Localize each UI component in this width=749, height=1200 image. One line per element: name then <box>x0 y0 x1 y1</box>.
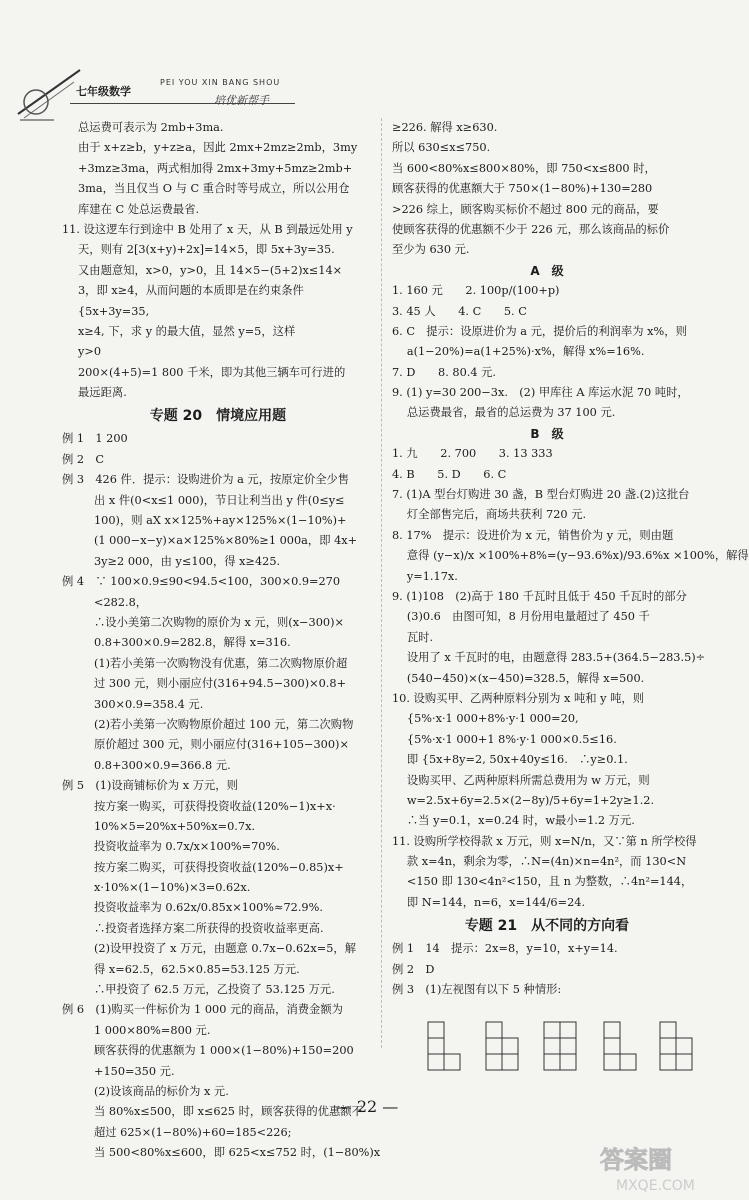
text-line: y>0 <box>78 345 102 359</box>
text-line: (2)设该商品的标价为 x 元. <box>94 1084 229 1098</box>
text-line: >226 综上，顾客购买标价不超过 800 元的商品，要 <box>392 202 659 216</box>
text-line: 11. 设购所学校得款 x 万元，则 x=N/n，又∵第 n 所学校得 <box>392 834 697 848</box>
text-line: 超过 625×(1−80%)+60=185<226; <box>94 1125 292 1139</box>
text-line: 例 3 (1)左视图有以下 5 种情形: <box>392 983 562 997</box>
text-line: 6. C 提示：设原进价为 a 元，提价后的利润率为 x%，则 <box>392 324 687 338</box>
text-line: ∴当 y=0.1，x=0.24 时，w最小=1.2 万元. <box>392 814 635 828</box>
text-line: 当 80%x≤500，即 x≤625 时，顾客获得的优惠额不 <box>94 1105 363 1119</box>
ruler-logo-icon <box>14 62 84 122</box>
text-line: 3ma，当且仅当 O 与 C 重合时等号成立，所以公用仓 <box>78 182 350 196</box>
text-line: 例 6 (1)购买一件标价为 1 000 元的商品，消费金额为 <box>62 1003 343 1017</box>
text-line: 即 {5x+8y=2, 50x+40y≤16. ∴y≥0.1. <box>392 753 628 767</box>
text-line: 300×0.9=358.4 元. <box>94 697 204 711</box>
text-line: w=2.5x+6y=2.5×(2−8y)/5+6y=1+2y≥1.2. <box>392 793 655 807</box>
book-brand: 培优新帮手 <box>214 94 269 107</box>
text-line: 3. 45 人 4. C 5. C <box>392 304 527 318</box>
text-line: x·10%×(1−10%)×3=0.62x. <box>94 881 251 895</box>
text-line: 顾客获得的优惠额为 1 000×(1−80%)+150=200 <box>94 1044 354 1058</box>
text-line: 10. 设购买甲、乙两种原料分别为 x 吨和 y 吨，则 <box>392 691 645 705</box>
text-line: 得 x=62.5，62.5×0.85=53.125 万元. <box>94 962 300 976</box>
text-line: 7. D 8. 80.4 元. <box>392 365 497 379</box>
text-line: 11. 设这逻车行到途中 B 处用了 x 天，从 B 到最远处用 y <box>62 222 353 236</box>
text-line: (1)若小美第一次购物没有优惠，第二次购物原价超 <box>94 656 348 670</box>
text-line: <150 即 130<4n²<150，且 n 为整数，∴4n²=144， <box>392 875 693 889</box>
text-line: 设购买甲、乙两种原料所需总费用为 w 万元，则 <box>392 773 650 787</box>
text-line: {5%·x·1 000+8%·y·1 000=20, <box>392 712 579 726</box>
text-line: 由于 x+z≥b，y+z≥a，因此 2mx+2mz≥2mb，3my <box>78 141 358 155</box>
text-line: 瓦时. <box>392 630 434 644</box>
text-line: 9. (1)108 (2)高于 180 千瓦时且低于 450 千瓦时的部分 <box>392 589 687 603</box>
text-line: 最远距离. <box>78 386 127 400</box>
text-line: 4. B 5. D 6. C <box>392 467 507 481</box>
text-line: 投资收益率为 0.7x/x×100%=70%. <box>94 840 280 854</box>
text-line: 库建在 C 处总运费最省. <box>78 202 200 216</box>
text-line: 例 1 14 提示：2x=8，y=10，x+y=14. <box>392 942 618 956</box>
text-line: 3y≥2 000，由 y≤100，得 x≥425. <box>94 554 281 568</box>
text-line: ≥226. 解得 x≥630. <box>392 121 498 134</box>
text-line: (540−450)×(x−450)=328.5，解得 x=500. <box>392 671 645 685</box>
svg-text:答案圈: 答案圈 <box>600 1146 672 1174</box>
text-line: 即 N=144，n=6，x=144/6=24. <box>392 895 586 909</box>
text-line: 3，即 x≥4，从而问题的本质即是在约束条件 <box>78 284 304 298</box>
text-line: 8. 17% 提示：设进价为 x 元，销售价为 y 元，则由题 <box>392 528 674 542</box>
text-line: 例 1 1 200 <box>62 432 128 446</box>
text-line: 0.8+300×0.9=282.8，解得 x=316. <box>94 636 291 650</box>
text-line: {5x+3y=35, <box>78 304 150 318</box>
text-line: <282.8， <box>94 595 148 609</box>
text-line: 至少为 630 元. <box>392 243 470 257</box>
book-title: 七年级数学 <box>76 85 131 98</box>
text-line: 例 3 426 件．提示：设购进价为 a 元，按原定价全少售 <box>62 473 350 487</box>
text-line: 10%×5=20%x+50%x=0.7x. <box>94 819 256 833</box>
text-line: 7. (1)A 型台灯购进 30 盏，B 型台灯购进 20 盏.(2)这批台 <box>392 488 690 502</box>
text-line: 例 2 D <box>392 962 435 976</box>
text-line: ∴设小美第二次购物的原价为 x 元，则(x−300)× <box>94 615 344 629</box>
text-line: 过 300 元，则小丽应付(316+94.5−300)×0.8+ <box>94 677 347 691</box>
text-line: 原价超过 300 元，则小丽应付(316+105−300)× <box>94 738 349 752</box>
text-line: (2)若小美第一次购物原价超过 100 元，第二次购物 <box>94 717 354 731</box>
text-line: 1 000×80%=800 元. <box>94 1023 211 1037</box>
text-line: 按方案一购买，可获得投资收益(120%−1)x+x· <box>94 799 336 813</box>
column-divider <box>381 118 382 1048</box>
text-line: 使顾客获得的优惠额不少于 226 元，那么该商品的标价 <box>392 222 670 236</box>
text-line: y=1.17x. <box>392 569 458 583</box>
text-line: x≥4, 下，求 y 的最大值，显然 y=5，这样 <box>78 324 296 338</box>
text-line: 意得 (y−x)/x ×100%+8%=(y−93.6%x)/93.6%x ×100%，解得 <box>392 549 749 563</box>
text-line: 又由题意知，x>0，y>0，且 14×5−(5+2)x≤14× <box>78 263 343 277</box>
text-line: ∴投资者选择方案二所获得的投资收益率更高. <box>94 921 324 935</box>
text-line: 灯全部售完后，商场共获利 720 元. <box>392 508 587 522</box>
section-title: 专题 21 从不同的方向看 <box>464 918 630 935</box>
text-line: (1 000−x−y)×a×125%×80%≥1 000a，即 4x+ <box>94 534 358 548</box>
section-title: 专题 20 情境应用题 <box>149 408 287 425</box>
right-column <box>392 118 749 1000</box>
header-rule <box>70 103 295 104</box>
text-line: 投资收益率为 0.62x/0.85x×100%≈72.9%. <box>94 901 323 915</box>
text-line: 所以 630≤x≤750. <box>392 141 491 155</box>
text-line: 9. (1) y=30 200−3x. (2) 甲库往 A 库运水泥 70 吨时， <box>392 386 689 400</box>
text-line: 100)，则 aX x×125%+ay×125%×(1−10%)+ <box>94 514 347 528</box>
text-line: ∴甲投资了 62.5 万元，乙投资了 53.125 万元. <box>94 983 335 997</box>
grade-heading: A 级 <box>530 263 564 278</box>
text-line: (3)0.6 由图可知，8 月份用电量超过了 450 千 <box>392 610 650 624</box>
watermark-logo <box>596 1138 726 1194</box>
text-line: 1. 160 元 2. 100p/(100+p) <box>392 284 560 298</box>
text-line: +3mz≥3ma，两式相加得 2mx+3my+5mz≥2mb+ <box>78 161 353 175</box>
text-line: 总运费最省，最省的总运费为 37 100 元. <box>392 406 616 420</box>
text-line: (2)设甲投资了 x 万元，由题意 0.7x−0.62x=5，解 <box>94 942 356 956</box>
svg-text:MXQE.COM: MXQE.COM <box>616 1178 695 1194</box>
page-number: — 22 — <box>335 1097 399 1116</box>
text-line: 例 5 (1)设商铺标价为 x 万元，则 <box>62 779 238 793</box>
text-line: 当 500<80%x≤600，即 625<x≤752 时，(1−80%)x <box>94 1146 381 1160</box>
text-line: 例 2 C <box>62 452 105 466</box>
text-line: +150=350 元. <box>94 1064 175 1078</box>
view-diagram <box>428 1022 698 1084</box>
text-line: 天，则有 2[3(x+y)+2x]=14×5，即 5x+3y=35. <box>78 243 335 257</box>
text-line: {5%·x·1 000+1 8%·y·1 000×0.5≤16. <box>392 732 617 746</box>
text-line: 顾客获得的优惠额大于 750×(1−80%)+130=280 <box>392 182 653 196</box>
text-line: 款 x=4n，剩余为零，∴N=(4n)×n=4n²，而 130<N <box>392 855 687 869</box>
text-line: 1. 九 2. 700 3. 13 333 <box>392 447 553 461</box>
book-pinyin: PEI YOU XIN BANG SHOU <box>160 78 281 87</box>
text-line: 200×(4+5)=1 800 千米，即为其他三辆车可行进的 <box>78 365 346 379</box>
left-column <box>62 118 381 1164</box>
text-line: 出 x 件(0<x≤1 000)，节日让利当出 y 件(0≤y≤ <box>94 493 345 507</box>
text-line: a(1−20%)=a(1+25%)·x%，解得 x%=16%. <box>392 345 645 359</box>
text-line: 按方案二购买，可获得投资收益(120%−0.85)x+ <box>94 860 344 874</box>
text-line: 当 600<80%x≤800×80%，即 750<x≤800 时， <box>392 161 656 175</box>
text-line: 例 4 ∵ 100×0.9≤90<94.5<100，300×0.9=270 <box>62 575 341 589</box>
text-line: 总运费可表示为 2mb+3ma. <box>78 121 224 134</box>
grade-heading: B 级 <box>530 426 564 441</box>
text-line: 0.8+300×0.9=366.8 元. <box>94 758 231 772</box>
text-line: 设用了 x 千瓦时的电，由题意得 283.5+(364.5−283.5)÷ <box>392 651 706 665</box>
